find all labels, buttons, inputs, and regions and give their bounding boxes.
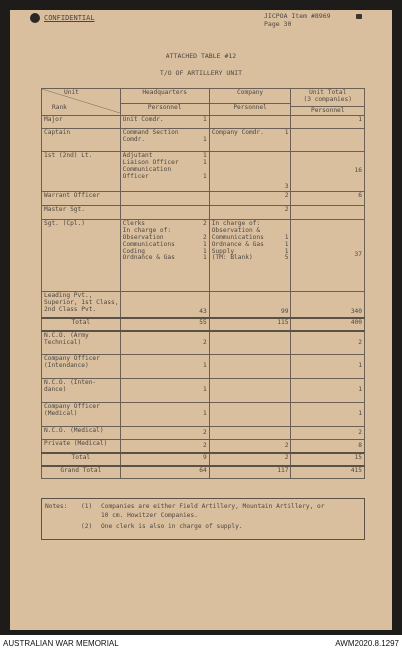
company-header <box>209 89 291 116</box>
total-count: 340 <box>350 308 362 316</box>
table-row <box>42 403 365 427</box>
total-cell <box>291 355 365 379</box>
rank-cell <box>42 292 121 318</box>
table-subtitle: T/O OF ARTILLERY UNIT <box>159 69 243 77</box>
hq-count: 2 2 1 1 1 <box>202 220 207 262</box>
unit-total-cell <box>291 318 365 331</box>
punch-hole <box>30 13 40 23</box>
total-cell <box>291 192 365 206</box>
company-total: 115 <box>277 318 289 326</box>
rank-cell <box>42 427 121 440</box>
company-cell <box>209 355 291 379</box>
total-cell <box>291 206 365 220</box>
total-count: 37 <box>354 251 362 259</box>
company-total-cell <box>209 318 291 331</box>
total-count: 16 <box>354 167 362 175</box>
table-title: ATTACHED TABLE #12 <box>165 52 237 60</box>
rank-cell <box>42 116 121 129</box>
rank-cell <box>42 152 121 192</box>
artillery-table <box>41 88 365 479</box>
unit-total-cell <box>291 466 365 479</box>
total-count: 2 <box>358 428 362 436</box>
table-row <box>42 220 365 292</box>
classification-label: CONFIDENTIAL <box>44 14 95 22</box>
hq-count: 1 <box>202 410 207 418</box>
total-count: 6 <box>358 192 362 200</box>
item-ref: JICPOA Item #8969 <box>264 12 331 20</box>
hq-count: 2 <box>202 428 207 436</box>
hq-cell <box>120 192 209 206</box>
note-text: One clerk is also in charge of supply. <box>101 523 243 530</box>
hq-count: 2 <box>202 441 207 449</box>
table-row <box>42 427 365 440</box>
company-cell <box>209 403 291 427</box>
company-count: 99 <box>281 308 289 316</box>
company-total-cell <box>209 466 291 479</box>
notes-box <box>41 498 365 540</box>
rank-label: Private (Medical) <box>44 440 108 448</box>
hq-cell <box>120 331 209 355</box>
total-label-cell <box>42 318 121 331</box>
company-total: 117 <box>277 466 289 474</box>
hq-cell <box>120 440 209 453</box>
hq-total-cell <box>120 318 209 331</box>
table-row <box>42 152 365 192</box>
company-role: In charge of: Observation & Communications Ordnance & Gas Supply (TM: Blank) <box>211 220 264 262</box>
rank-cell <box>42 379 121 403</box>
hq-cell <box>120 427 209 440</box>
rank-label: 1st (2nd) Lt. <box>44 152 93 160</box>
total-header-label: Unit Total (3 companies) <box>303 89 352 103</box>
rank-label: Warrant Officer <box>44 192 100 200</box>
note-key: (1) <box>81 503 93 510</box>
table-row <box>42 440 365 453</box>
rank-cell <box>42 192 121 206</box>
total-count: 8 <box>358 441 362 449</box>
rank-cell <box>42 129 121 152</box>
company-cell <box>209 206 291 220</box>
hq-cell <box>120 152 209 192</box>
hq-cell <box>120 116 209 129</box>
company-cell <box>209 192 291 206</box>
table-row <box>42 292 365 318</box>
rank-label: N.C.O. (Inten- dance) <box>44 379 97 394</box>
rank-cell <box>42 355 121 379</box>
company-cell <box>209 129 291 152</box>
total-row <box>42 318 365 331</box>
table-row <box>42 116 365 129</box>
company-header-label: Company <box>237 89 264 96</box>
notes-label: Notes: <box>45 503 68 510</box>
total-sub-header: Personnel <box>291 106 364 116</box>
hq-role: Clerks In charge of: Observation Communications Coding Ordnance & Gas <box>122 220 175 262</box>
table-row <box>42 355 365 379</box>
hq-total-cell <box>120 453 209 466</box>
hq-total: 64 <box>199 466 207 474</box>
hq-cell <box>120 206 209 220</box>
total-row <box>42 453 365 466</box>
total-cell <box>291 152 365 192</box>
rank-cell <box>42 220 121 292</box>
company-role: Company Comdr. <box>211 129 264 137</box>
archive-name: AUSTRALIAN WAR MEMORIAL <box>3 639 119 648</box>
company-cell <box>209 427 291 440</box>
company-count: 2 <box>284 206 289 214</box>
rank-cell <box>42 403 121 427</box>
total-cell <box>291 427 365 440</box>
company-cell <box>209 379 291 403</box>
hq-cell <box>120 220 209 292</box>
item-reference <box>264 12 331 28</box>
total-label: Total <box>71 453 91 461</box>
total-header <box>291 89 365 116</box>
header-row <box>42 89 365 116</box>
hq-count: 2 <box>202 338 207 346</box>
total-cell <box>291 440 365 453</box>
table-row <box>42 192 365 206</box>
total-row <box>42 466 365 479</box>
hq-role: Command Section Comdr. <box>122 129 179 144</box>
hq-role: Unit Comdr. <box>122 116 164 124</box>
hq-sub-header: Personnel <box>121 103 209 113</box>
rank-label: Company Officer (Medical) <box>44 403 100 418</box>
total-count: 1 <box>358 362 362 370</box>
hq-cell <box>120 403 209 427</box>
unit-total: 15 <box>354 453 362 461</box>
archive-footer <box>0 635 402 653</box>
total-cell <box>291 129 365 152</box>
unit-total: 415 <box>350 466 362 474</box>
total-label: Grand Total <box>60 466 102 474</box>
rank-cell <box>42 331 121 355</box>
hq-role: Adjutant Liaison Officer Communication Officer <box>122 152 179 180</box>
hq-total: 9 <box>202 453 207 461</box>
company-total-cell <box>209 453 291 466</box>
unit-total: 400 <box>350 318 362 326</box>
hq-cell <box>120 379 209 403</box>
company-count: 2 <box>284 441 289 449</box>
hq-header-label: Headquarters <box>142 89 188 96</box>
hq-count: 1 <box>202 386 207 394</box>
total-cell <box>291 403 365 427</box>
company-cell <box>209 220 291 292</box>
company-cell <box>209 440 291 453</box>
total-count: 1 <box>358 116 362 124</box>
rank-label: N.C.O. (Medical) <box>44 427 104 435</box>
total-cell <box>291 220 365 292</box>
company-cell <box>209 331 291 355</box>
rank-cell <box>42 440 121 453</box>
total-cell <box>291 379 365 403</box>
unit-header: Unit <box>64 89 79 96</box>
note-key: (2) <box>81 523 93 530</box>
company-count: 3 <box>284 182 289 190</box>
rank-cell <box>42 206 121 220</box>
total-label-cell <box>42 453 121 466</box>
total-count: 1 <box>358 386 362 394</box>
hq-count: 1 <box>202 136 207 144</box>
table-row <box>42 129 365 152</box>
total-count: 1 <box>358 410 362 418</box>
rank-label: Leading Pvt., Superior, 1st Class, 2nd Class Pvt. <box>44 292 119 313</box>
table-row <box>42 379 365 403</box>
company-total: 2 <box>284 453 289 461</box>
company-cell <box>209 152 291 192</box>
rank-label: Sgt. (Cpl.) <box>44 220 85 228</box>
hq-total-cell <box>120 466 209 479</box>
archive-id: AWM2020.8.1297 <box>335 639 399 648</box>
table-row <box>42 331 365 355</box>
total-label: Total <box>71 318 91 326</box>
hq-count: 43 <box>199 308 207 316</box>
company-cell <box>209 116 291 129</box>
hq-cell <box>120 292 209 318</box>
hq-cell <box>120 355 209 379</box>
hq-cell <box>120 129 209 152</box>
company-count: 2 <box>284 192 289 200</box>
total-cell <box>291 116 365 129</box>
unit-rank-header <box>42 89 121 116</box>
total-count: 2 <box>358 338 362 346</box>
rank-label: Master Sgt. <box>44 206 85 214</box>
total-label-cell <box>42 466 121 479</box>
ink-mark <box>356 14 362 19</box>
rank-label: N.C.O. (Army Technical) <box>44 331 89 346</box>
total-cell <box>291 292 365 318</box>
hq-count: 1 1 1 <box>202 152 207 180</box>
company-count: 1 1 1 5 <box>284 233 289 262</box>
rank-label: Captain <box>44 129 71 137</box>
unit-total-cell <box>291 453 365 466</box>
note-text: Companies are either Field Artillery, Mountain Artillery, or 10 cm. Howitzer Companies. <box>101 503 325 519</box>
page-number: Page 30 <box>264 20 292 28</box>
hq-count: 1 <box>202 362 207 370</box>
company-cell <box>209 292 291 318</box>
hq-header <box>120 89 209 116</box>
rank-label: Company Officer (Intendance) <box>44 355 100 370</box>
total-cell <box>291 331 365 355</box>
rank-label: Major <box>44 116 63 124</box>
table-row <box>42 206 365 220</box>
hq-total: 55 <box>199 318 207 326</box>
company-sub-header: Personnel <box>210 103 291 113</box>
rank-header: Rank <box>52 104 67 112</box>
company-count: 1 <box>284 129 289 137</box>
hq-count: 1 <box>202 116 207 124</box>
